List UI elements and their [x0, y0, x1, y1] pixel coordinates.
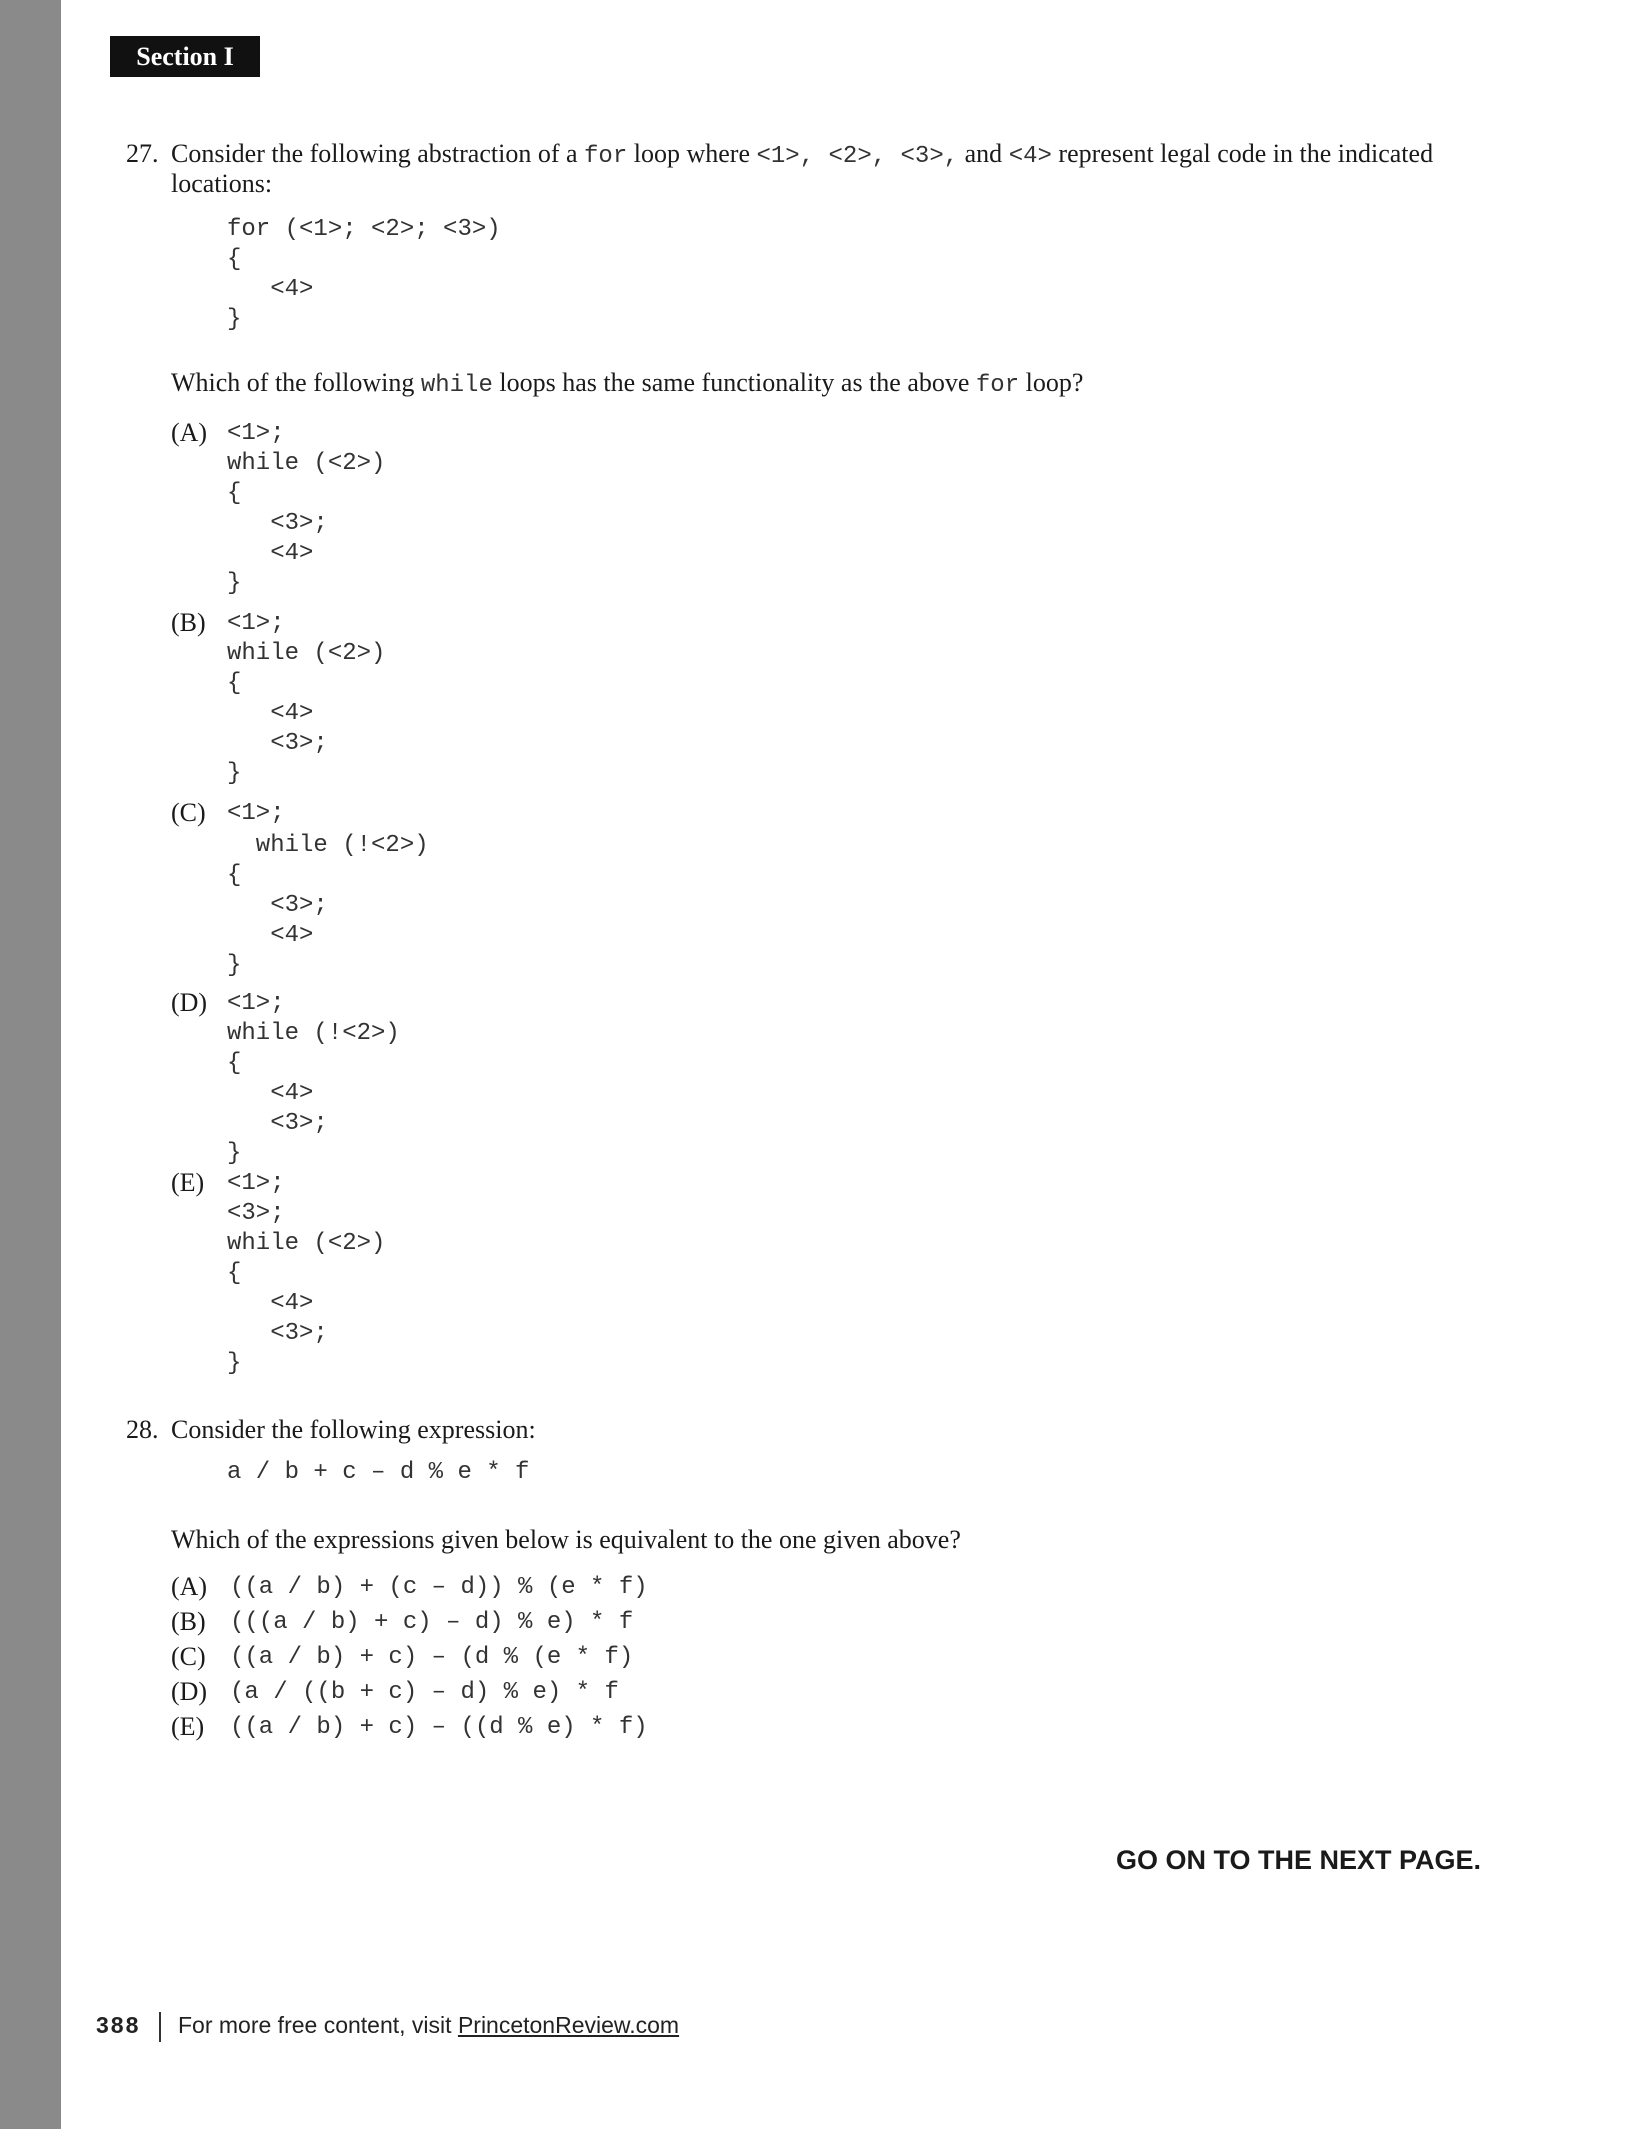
q27-choice-c-line: while (!<2>) — [227, 832, 429, 859]
q27-stem-line2: locations: — [171, 169, 273, 198]
q28-choice-c-text: ((a / b) + c) – (d % (e * f) — [230, 1644, 634, 1671]
q27-choice-d-line: } — [227, 1140, 242, 1167]
q28-choice-b-text: (((a / b) + c) – d) % e) * f — [230, 1609, 634, 1636]
q27-choice-c-line: { — [227, 862, 242, 889]
q27-stem-line1: Consider the following abstraction of a for loop where <1>, <2>, <3>, and <4> represent legal code in the indicated — [171, 139, 1434, 170]
q27-choice-c-line: <3>; — [227, 892, 328, 919]
q27-choice-a-line: { — [227, 480, 242, 507]
go-on-notice: GO ON TO THE NEXT PAGE. — [1115, 1845, 1481, 1875]
footer-divider — [159, 2012, 161, 2042]
section-tab: Section I — [110, 36, 260, 77]
q27-choice-c-line: <4> — [227, 922, 314, 949]
princeton-review-link[interactable]: PrincetonReview.com — [457, 2012, 680, 2038]
page-margin-bar — [0, 0, 61, 2129]
q28-question: Which of the expressions given below is equivalent to the one given above? — [171, 1525, 961, 1554]
q28-choice-e-text: ((a / b) + c) – ((d % e) * f) — [230, 1714, 648, 1741]
q28-choice-c-label: (C) — [171, 1642, 206, 1671]
footer-promo: For more free content, visit PrincetonReview.com — [178, 2012, 680, 2038]
q27-choice-b-line: { — [227, 670, 242, 697]
q27-choice-d-line: <3>; — [227, 1110, 328, 1137]
q27-choice-e-label: (E) — [171, 1168, 205, 1197]
q27-choice-a-label: (A) — [171, 418, 208, 447]
q27-choice-b-line: <3>; — [227, 730, 328, 757]
q27-choice-b-label: (B) — [171, 608, 206, 637]
q28-choice-e-label: (E) — [171, 1712, 205, 1741]
q27-choice-a-line: <1>; — [227, 420, 285, 447]
q28-choice-b-label: (B) — [171, 1607, 206, 1636]
q27-choice-b-line: } — [227, 760, 242, 787]
q28-expression: a / b + c – d % e * f — [227, 1459, 530, 1486]
q28-choice-d-label: (D) — [171, 1677, 208, 1706]
q27-choice-e-line: { — [227, 1260, 242, 1287]
q27-choice-d-label: (D) — [171, 988, 208, 1017]
page-number: 388 — [96, 2012, 141, 2038]
q27-code-line: } — [227, 306, 242, 333]
q27-choice-e-line: <1>; — [227, 1170, 285, 1197]
q27-choice-e-line: <3>; — [227, 1320, 328, 1347]
q27-choice-c-line: } — [227, 952, 242, 979]
q27-choice-a-line: } — [227, 570, 242, 597]
q27-choice-d-line: <4> — [227, 1080, 314, 1107]
q27-choice-c-label: (C) — [171, 798, 206, 827]
q27-choice-a-line: <3>; — [227, 510, 328, 537]
q28-choice-a-text: ((a / b) + (c – d)) % (e * f) — [230, 1574, 648, 1601]
q27-choice-d-line: while (!<2>) — [227, 1020, 400, 1047]
q27-choice-e-line: <3>; — [227, 1200, 285, 1227]
q27-code-line: for (<1>; <2>; <3>) — [227, 216, 501, 243]
q28-choice-a-label: (A) — [171, 1572, 208, 1601]
q27-code-line: { — [227, 246, 242, 273]
q27-choice-a-line: while (<2>) — [227, 450, 386, 477]
q27-choice-c-line: <1>; — [227, 800, 285, 827]
q27-choice-b-line: <1>; — [227, 610, 285, 637]
q28-choice-d-text: (a / ((b + c) – d) % e) * f — [230, 1679, 619, 1706]
q27-choice-d-line: <1>; — [227, 990, 285, 1017]
q27-choice-d-line: { — [227, 1050, 242, 1077]
q28-stem: Consider the following expression: — [171, 1415, 536, 1444]
q28-number: 28. — [126, 1415, 159, 1444]
q27-question: Which of the following while loops has the same functionality as the above for loop? — [171, 368, 1084, 399]
q27-choice-b-line: <4> — [227, 700, 314, 727]
q27-choice-b-line: while (<2>) — [227, 640, 386, 667]
q27-choice-a-line: <4> — [227, 540, 314, 567]
q27-number: 27. — [126, 139, 159, 168]
q27-code-line: <4> — [227, 276, 314, 303]
q27-choice-e-line: } — [227, 1350, 242, 1377]
q27-choice-e-line: while (<2>) — [227, 1230, 386, 1257]
q27-choice-e-line: <4> — [227, 1290, 314, 1317]
